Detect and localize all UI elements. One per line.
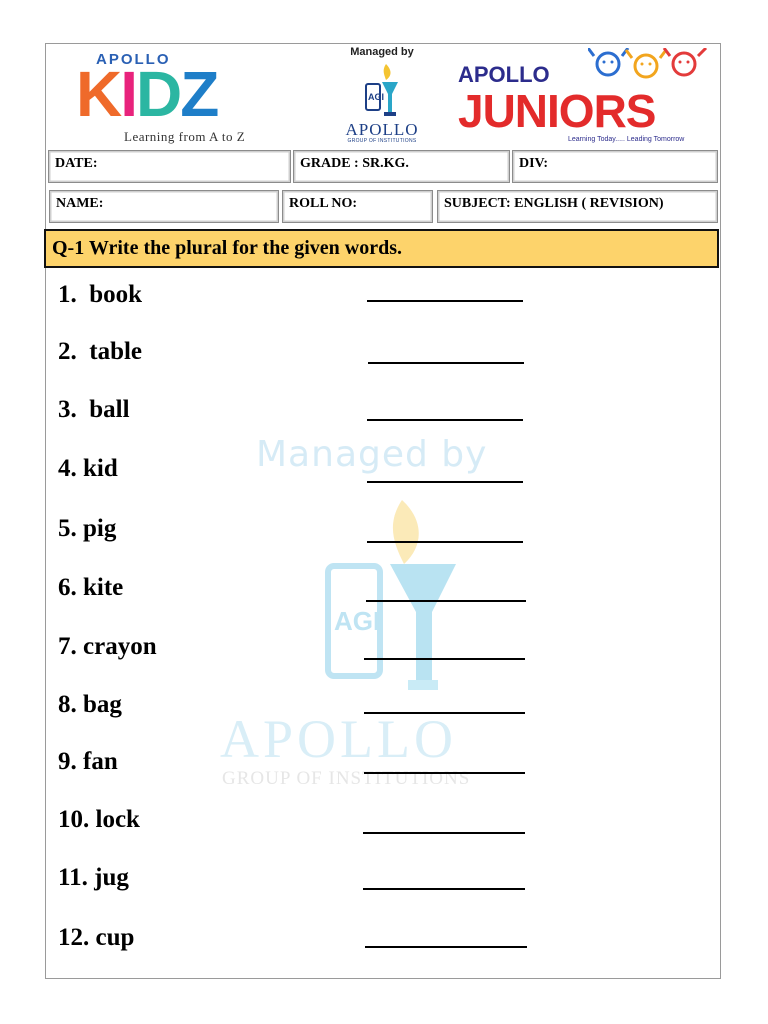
word-item: 8. bag <box>58 691 122 718</box>
word-item: 12. cup <box>58 924 135 951</box>
word-item: 5. pig <box>58 515 117 542</box>
word-item: 2. table <box>58 338 143 365</box>
apollo-juniors-logo <box>456 48 718 146</box>
answer-line[interactable] <box>366 600 526 602</box>
question-heading: Q-1 Write the plural for the given words. <box>44 229 719 268</box>
answer-line[interactable] <box>364 712 525 714</box>
watermark-group: GROUP OF INSTITUTIONS <box>222 768 471 789</box>
answer-line[interactable] <box>368 362 524 364</box>
word-item: 4. kid <box>58 455 118 482</box>
kidz-letter: K <box>76 58 121 130</box>
juniors-wordmark: JUNIORS <box>458 85 656 137</box>
answer-line[interactable] <box>365 946 527 948</box>
word-item: 3. ball <box>58 396 130 423</box>
kidz-letter: Z <box>180 58 218 130</box>
answer-line[interactable] <box>367 481 523 483</box>
answer-line[interactable] <box>363 888 525 890</box>
date-field[interactable]: DATE: <box>48 150 291 183</box>
apollo-group-logo <box>324 44 440 148</box>
answer-line[interactable] <box>363 832 525 834</box>
word-item: 7. crayon <box>58 633 157 660</box>
juniors-top-label: APOLLO <box>458 62 550 87</box>
svg-text:AGI: AGI <box>334 606 381 636</box>
group-of-institutions: GROUP OF INSTITUTIONS <box>347 138 417 144</box>
torch-emblem-icon <box>362 62 404 120</box>
kidz-letter: D <box>136 58 181 130</box>
answer-line[interactable] <box>364 658 525 660</box>
name-field[interactable]: NAME: <box>49 190 279 223</box>
svg-text:AGI: AGI <box>368 92 385 102</box>
div-field[interactable]: DIV: <box>512 150 718 183</box>
roll-no-field[interactable]: ROLL NO: <box>282 190 433 223</box>
kidz-tagline: Learning from A to Z <box>124 129 246 144</box>
answer-line[interactable] <box>367 419 523 421</box>
apollo-kidz-logo <box>68 48 318 144</box>
word-item: 1. book <box>58 281 143 308</box>
word-item: 11. jug <box>58 864 129 891</box>
header <box>46 44 720 148</box>
managed-by-label: Managed by <box>350 46 414 58</box>
answer-line[interactable] <box>367 300 523 302</box>
apollo-name: APOLLO <box>345 120 419 139</box>
subject-field: SUBJECT: ENGLISH ( REVISION) <box>437 190 718 223</box>
watermark-managed-by: Managed by <box>256 434 488 475</box>
answer-line[interactable] <box>367 541 523 543</box>
worksheet-border <box>45 43 721 979</box>
word-item: 10. lock <box>58 806 140 833</box>
juniors-tagline: Learning Today..... Leading Tomorrow <box>568 136 685 143</box>
word-item: 9. fan <box>58 748 118 775</box>
word-item: 6. kite <box>58 574 124 601</box>
answer-line[interactable] <box>364 772 525 774</box>
grade-field: GRADE : SR.KG. <box>293 150 510 183</box>
kidz-top-label: APOLLO <box>96 51 171 68</box>
kidz-letter: I <box>120 58 136 130</box>
watermark-apollo: APOLLO <box>220 709 457 769</box>
